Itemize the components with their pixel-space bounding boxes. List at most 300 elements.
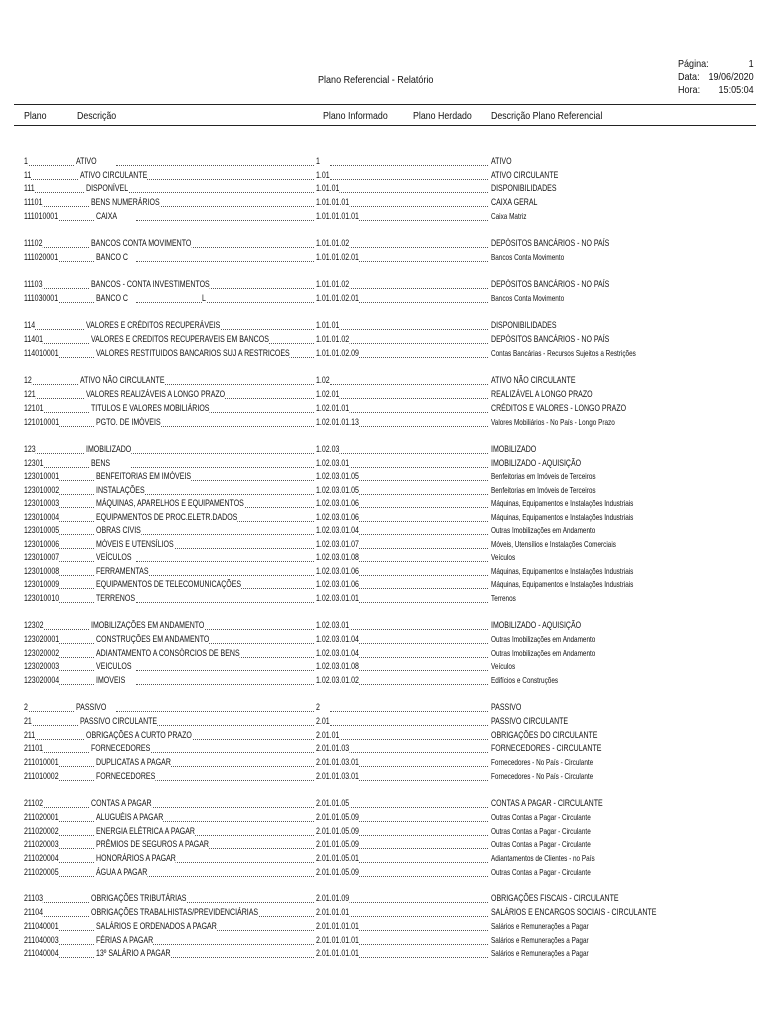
cell-plano: 12301 — [24, 458, 44, 468]
dot-leader — [136, 602, 314, 603]
cell-descricao: ATIVO — [76, 156, 97, 166]
cell-descricao-referencial: Outras Imobilizações em Andamento — [491, 526, 596, 535]
dot-leader — [330, 725, 488, 726]
cell-descricao-referencial: PASSIVO — [491, 702, 522, 712]
cell-plano-informado: 1.02.03.01.06 — [316, 512, 359, 522]
date-label: Data: — [678, 71, 700, 83]
header-top-rule — [14, 104, 756, 105]
page-number: 1 — [748, 58, 754, 70]
cell-plano: 123010006 — [24, 539, 60, 549]
cell-plano-informado: 1.02 — [316, 375, 330, 385]
cell-descricao: ATIVO NÃO CIRCULANTE — [80, 375, 165, 385]
cell-descricao-referencial: Contas Bancárias - Recursos Sujeitos a Restrições — [491, 349, 636, 358]
dot-leader — [136, 575, 314, 576]
cell-plano-informado: 2.01.01.01.01 — [316, 935, 359, 945]
cell-plano: 123010003 — [24, 498, 60, 508]
cell-plano-informado: 2.01.01.01 — [316, 907, 350, 917]
dot-leader — [136, 876, 314, 877]
cell-plano: 123 — [24, 444, 36, 454]
header-bottom-rule — [14, 125, 756, 126]
table-row — [0, 921, 768, 933]
date-value: 19/06/2020 — [708, 71, 754, 83]
dot-leader — [330, 165, 488, 166]
dot-leader — [330, 467, 488, 468]
cell-plano: 12 — [24, 375, 32, 385]
dot-leader — [330, 412, 488, 413]
cell-plano-informado: 2 — [316, 702, 320, 712]
table-row — [0, 512, 768, 524]
dot-leader — [136, 780, 314, 781]
time-value: 15:05:04 — [718, 84, 754, 96]
dot-leader — [131, 807, 314, 808]
cell-plano-informado: 2.01.01.03 — [316, 743, 350, 753]
cell-plano: 211020005 — [24, 867, 59, 877]
cell-plano: 21101 — [24, 743, 44, 753]
cell-plano: 111010001 — [24, 211, 59, 221]
cell-plano: 123010007 — [24, 552, 60, 562]
dot-leader — [136, 302, 314, 303]
dot-leader — [330, 453, 488, 454]
cell-plano-informado: 1.01.01.02.09 — [316, 348, 359, 358]
cell-plano-informado: 1.02.03.01.02 — [316, 675, 359, 685]
table-row — [0, 170, 768, 182]
table-row — [0, 935, 768, 947]
table-row — [0, 444, 768, 456]
cell-descricao-extra: L — [202, 293, 206, 303]
dot-leader — [26, 711, 74, 712]
cell-descricao: ALUGUÉIS A PAGAR — [96, 812, 164, 822]
table-row — [0, 211, 768, 223]
cell-descricao-referencial: Outras Contas a Pagar - Circulante — [491, 868, 591, 877]
dot-leader — [330, 343, 488, 344]
cell-descricao: ÁGUA A PAGAR — [96, 867, 148, 877]
cell-descricao: BANCOS - CONTA INVESTIMENTOS — [91, 279, 210, 289]
cell-plano: 123010001 — [24, 471, 60, 481]
dot-leader — [136, 220, 314, 221]
table-row — [0, 730, 768, 742]
table-row — [0, 539, 768, 551]
cell-plano: 123020003 — [24, 661, 60, 671]
table-row — [0, 417, 768, 429]
cell-descricao: IMOBILIZADO — [86, 444, 132, 454]
cell-descricao: EQUIPAMENTOS DE TELECOMUNICAÇÕES — [96, 579, 242, 589]
table-row — [0, 525, 768, 537]
cell-plano-informado: 2.01.01.09 — [316, 893, 350, 903]
cell-plano: 121010001 — [24, 417, 60, 427]
cell-descricao-referencial: DISPONIBILIDADES — [491, 183, 557, 193]
dot-leader — [136, 670, 314, 671]
dot-leader — [126, 453, 314, 454]
cell-plano: 21104 — [24, 907, 44, 917]
cell-plano: 11101 — [24, 197, 43, 207]
cell-descricao-referencial: Bancos Conta Movimento — [491, 294, 565, 303]
cell-descricao-referencial: REALIZÁVEL A LONGO PRAZO — [491, 389, 593, 399]
dot-leader — [131, 752, 314, 753]
dot-leader — [330, 739, 488, 740]
cell-descricao: VALORES E CRÉDITOS RECUPERÁVEIS — [86, 320, 221, 330]
col-header-descricao-referencial: Descrição Plano Referencial — [491, 110, 603, 122]
cell-descricao: MÓVEIS E UTENSÍLIOS — [96, 539, 174, 549]
table-row — [0, 839, 768, 851]
cell-descricao: VALORES RESTITUIDOS BANCARIOS SUJ A RESTRICOES — [96, 348, 290, 358]
dot-leader — [136, 534, 314, 535]
cell-descricao: BENS — [91, 458, 111, 468]
cell-descricao-referencial: Valores Mobiliários - No País - Longo Prazo — [491, 418, 615, 427]
cell-plano-informado: 1.02.01 — [316, 389, 340, 399]
cell-plano-informado: 2.01.01.05 — [316, 798, 350, 808]
report-meta — [678, 58, 754, 97]
cell-descricao: OBRIGAÇÕES TRIBUTÁRIAS — [91, 893, 187, 903]
col-header-descricao: Descrição — [77, 110, 117, 122]
cell-descricao: OBRIGAÇÕES TRABALHISTAS/PREVIDENCIÁRIAS — [91, 907, 259, 917]
cell-plano-informado: 1.01 — [316, 170, 330, 180]
cell-plano-informado: 2.01.01.05.09 — [316, 839, 359, 849]
dot-leader — [136, 426, 314, 427]
cell-descricao-referencial: CAIXA GERAL — [491, 197, 538, 207]
cell-descricao-referencial: ATIVO CIRCULANTE — [491, 170, 559, 180]
cell-plano-informado: 1.02.03.01.06 — [316, 579, 359, 589]
table-row — [0, 485, 768, 497]
cell-plano: 11 — [24, 170, 32, 180]
cell-descricao-referencial: CONTAS A PAGAR - CIRCULANTE — [491, 798, 603, 808]
dot-leader — [136, 261, 314, 262]
cell-plano: 123020004 — [24, 675, 60, 685]
cell-descricao: VALORES REALIZÁVEIS A LONGO PRAZO — [86, 389, 226, 399]
table-row — [0, 893, 768, 905]
dot-leader — [120, 179, 314, 180]
cell-plano-informado: 1.01.01.02 — [316, 279, 350, 289]
cell-descricao-referencial: DISPONIBILIDADES — [491, 320, 557, 330]
dot-leader — [330, 192, 488, 193]
dot-leader — [330, 902, 488, 903]
cell-plano: 123010004 — [24, 512, 60, 522]
cell-plano-informado: 2.01.01.03.01 — [316, 771, 359, 781]
dot-leader — [136, 944, 314, 945]
cell-descricao-referencial: Veículos — [491, 662, 516, 671]
cell-descricao: PASSIVO CIRCULANTE — [80, 716, 158, 726]
cell-plano-informado: 1.02.03.01.05 — [316, 471, 359, 481]
cell-descricao-referencial: Fornecedores - No País - Circulante — [491, 758, 594, 767]
table-row — [0, 634, 768, 646]
cell-plano-informado: 1.02.03.01.04 — [316, 648, 359, 658]
cell-descricao-referencial: Outras Contas a Pagar - Circulante — [491, 827, 591, 836]
cell-descricao-referencial: DEPÓSITOS BANCÁRIOS - NO PAÍS — [491, 279, 610, 289]
report-title: Plano Referencial - Relatório — [318, 74, 434, 86]
cell-descricao-referencial: DEPÓSITOS BANCÁRIOS - NO PAÍS — [491, 238, 610, 248]
table-row — [0, 389, 768, 401]
cell-descricao: PASSIVO — [76, 702, 107, 712]
cell-plano-informado: 1.02.03.01 — [316, 620, 350, 630]
cell-descricao: CONSTRUÇÕES EM ANDAMENTO — [96, 634, 210, 644]
cell-plano-informado: 1.02.03 — [316, 444, 340, 454]
cell-descricao-referencial: Edifícios e Construções — [491, 676, 559, 685]
cell-plano-informado: 1.02.03.01.08 — [316, 661, 359, 671]
cell-descricao-referencial: OBRIGAÇÕES FISCAIS - CIRCULANTE — [491, 893, 619, 903]
cell-descricao-referencial: Salários e Remunerações a Pagar — [491, 949, 589, 958]
table-row — [0, 593, 768, 605]
table-row — [0, 853, 768, 865]
cell-descricao-referencial: FORNECEDORES - CIRCULANTE — [491, 743, 602, 753]
cell-descricao-referencial: Salários e Remunerações a Pagar — [491, 936, 589, 945]
col-header-plano-herdado: Plano Herdado — [413, 110, 472, 122]
cell-plano: 211 — [24, 730, 36, 740]
cell-descricao: FORNECEDORES — [91, 743, 151, 753]
table-row — [0, 771, 768, 783]
cell-descricao-referencial: Terrenos — [491, 594, 516, 603]
cell-plano-informado: 1.02.03.01.04 — [316, 634, 359, 644]
cell-descricao: IMOBILIZAÇÕES EM ANDAMENTO — [91, 620, 205, 630]
cell-plano: 21102 — [24, 798, 44, 808]
cell-plano: 211020004 — [24, 853, 59, 863]
cell-plano-informado: 1.01.01 — [316, 320, 340, 330]
cell-plano: 11102 — [24, 238, 43, 248]
cell-plano: 211020001 — [24, 812, 59, 822]
cell-plano-informado: 1.01.01.01 — [316, 197, 350, 207]
cell-plano: 211020002 — [24, 826, 59, 836]
cell-plano-informado: 2.01.01 — [316, 730, 340, 740]
cell-descricao-referencial: Veículos — [491, 553, 516, 562]
cell-plano-informado: 1.02.03.01.07 — [316, 539, 359, 549]
cell-descricao: INSTALAÇÕES — [96, 485, 145, 495]
table-row — [0, 798, 768, 810]
cell-plano: 211040001 — [24, 921, 59, 931]
cell-plano-informado: 1 — [316, 156, 320, 166]
table-row — [0, 716, 768, 728]
cell-plano-informado: 1.01.01.01.01 — [316, 211, 359, 221]
dot-leader — [330, 247, 488, 248]
cell-plano-informado: 1.02.03.01.06 — [316, 566, 359, 576]
table-row — [0, 403, 768, 415]
table-row — [0, 566, 768, 578]
table-row — [0, 156, 768, 168]
cell-descricao: FERRAMENTAS — [96, 566, 149, 576]
table-row — [0, 661, 768, 673]
dot-leader — [26, 725, 78, 726]
table-row — [0, 757, 768, 769]
cell-descricao: VEICULOS — [96, 661, 132, 671]
cell-plano: 11401 — [24, 334, 44, 344]
cell-descricao: 13º SALÁRIO A PAGAR — [96, 948, 171, 958]
table-row — [0, 675, 768, 687]
dot-leader — [330, 711, 488, 712]
cell-plano-informado: 1.02.01.01 — [316, 403, 350, 413]
cell-descricao: TITULOS E VALORES MOBILIÁRIOS — [91, 403, 210, 413]
cell-plano: 11103 — [24, 279, 43, 289]
cell-descricao: IMOVEIS — [96, 675, 126, 685]
cell-plano-informado: 1.01.01 — [316, 183, 340, 193]
cell-plano-informado: 1.02.03.01.05 — [316, 485, 359, 495]
cell-descricao-referencial: PASSIVO CIRCULANTE — [491, 716, 569, 726]
dot-leader — [330, 916, 488, 917]
cell-plano-informado: 1.02.01.01.13 — [316, 417, 359, 427]
cell-descricao-referencial: Outras Imobilizações em Andamento — [491, 635, 596, 644]
cell-descricao-referencial: Benfeitorias em Imóveis de Terceiros — [491, 486, 596, 495]
table-row — [0, 498, 768, 510]
dot-leader — [330, 329, 488, 330]
cell-plano: 123010002 — [24, 485, 60, 495]
cell-plano-informado: 1.01.01.02.01 — [316, 293, 359, 303]
cell-descricao: BANCO C — [96, 252, 128, 262]
table-row — [0, 702, 768, 714]
table-row — [0, 238, 768, 250]
dot-leader — [26, 179, 78, 180]
cell-plano-informado: 1.01.01.02 — [316, 238, 350, 248]
cell-plano-informado: 2.01.01.05.09 — [316, 826, 359, 836]
cell-plano: 211040004 — [24, 948, 59, 958]
dot-leader — [330, 752, 488, 753]
cell-descricao: HONORÁRIOS A PAGAR — [96, 853, 176, 863]
table-row — [0, 293, 768, 305]
table-row — [0, 375, 768, 387]
dot-leader — [330, 384, 488, 385]
cell-plano: 111 — [24, 183, 35, 193]
cell-plano: 123020001 — [24, 634, 60, 644]
cell-descricao-referencial: Salários e Remunerações a Pagar — [491, 922, 589, 931]
cell-descricao-referencial: Móveis, Utensílios e Instalações Comerciais — [491, 540, 616, 549]
cell-plano: 111030001 — [24, 293, 59, 303]
cell-descricao: VALORES E CREDITOS RECUPERAVEIS EM BANCOS — [91, 334, 269, 344]
dot-leader — [136, 561, 314, 562]
cell-descricao-referencial: Máquinas, Equipamentos e Instalações Industriais — [491, 499, 634, 508]
cell-descricao-referencial: IMOBILIZADO - AQUISIÇÃO — [491, 458, 582, 468]
cell-plano-informado: 1.02.03.01.08 — [316, 552, 359, 562]
cell-descricao-referencial: Outras Contas a Pagar - Circulante — [491, 840, 591, 849]
cell-descricao: ADIANTAMENTO A CONSÓRCIOS DE BENS — [96, 648, 240, 658]
cell-plano: 123010010 — [24, 593, 60, 603]
cell-plano-informado: 1.02.03.01 — [316, 458, 350, 468]
dot-leader — [330, 807, 488, 808]
cell-plano: 12101 — [24, 403, 44, 413]
table-row — [0, 579, 768, 591]
cell-plano-informado: 2.01 — [316, 716, 330, 726]
cell-descricao-referencial: Outras Imobilizações em Andamento — [491, 649, 596, 658]
col-header-plano-informado: Plano Informado — [323, 110, 388, 122]
cell-descricao: CAIXA — [96, 211, 118, 221]
table-row — [0, 279, 768, 291]
cell-descricao-referencial: ATIVO — [491, 156, 512, 166]
col-header-plano: Plano — [24, 110, 47, 122]
table-row — [0, 348, 768, 360]
dot-leader — [26, 165, 74, 166]
cell-descricao: OBRAS CIVIS — [96, 525, 141, 535]
cell-descricao-referencial: DEPÓSITOS BANCÁRIOS - NO PAÍS — [491, 334, 610, 344]
cell-plano: 21103 — [24, 893, 44, 903]
table-row — [0, 948, 768, 960]
cell-plano-informado: 2.01.01.03.01 — [316, 757, 359, 767]
cell-plano: 123010005 — [24, 525, 60, 535]
cell-plano: 211010002 — [24, 771, 59, 781]
cell-descricao-referencial: Bancos Conta Movimento — [491, 253, 565, 262]
dot-leader — [136, 684, 314, 685]
cell-descricao-referencial: Adiantamentos de Clientes - no País — [491, 854, 595, 863]
table-row — [0, 620, 768, 632]
cell-plano: 114 — [24, 320, 36, 330]
cell-descricao-referencial: CRÉDITOS E VALORES - LONGO PRAZO — [491, 403, 627, 413]
dot-leader — [116, 711, 314, 712]
cell-descricao-referencial: IMOBILIZADO — [491, 444, 537, 454]
table-row — [0, 648, 768, 660]
dot-leader — [330, 288, 488, 289]
cell-plano: 2 — [24, 702, 28, 712]
cell-descricao-referencial: Caixa Matriz — [491, 212, 527, 221]
cell-descricao: BANCO C — [96, 293, 128, 303]
cell-plano-informado: 2.01.01.01.01 — [316, 921, 359, 931]
cell-plano: 123010008 — [24, 566, 60, 576]
cell-descricao-referencial: Máquinas, Equipamentos e Instalações Industriais — [491, 580, 634, 589]
table-row — [0, 867, 768, 879]
cell-descricao-referencial: Outras Contas a Pagar - Circulante — [491, 813, 591, 822]
time-label: Hora: — [678, 84, 701, 96]
dot-leader — [330, 629, 488, 630]
cell-plano: 111020001 — [24, 252, 59, 262]
cell-descricao-referencial: Máquinas, Equipamentos e Instalações Industriais — [491, 513, 634, 522]
cell-plano: 211020003 — [24, 839, 59, 849]
cell-descricao-referencial: Fornecedores - No País - Circulante — [491, 772, 594, 781]
table-row — [0, 471, 768, 483]
cell-plano: 12302 — [24, 620, 44, 630]
table-row — [0, 320, 768, 332]
cell-descricao: FÉRIAS A PAGAR — [96, 935, 154, 945]
cell-descricao: TERRENOS — [96, 593, 136, 603]
cell-descricao: SALÁRIOS E ORDENADOS A PAGAR — [96, 921, 217, 931]
page-label: Página: — [678, 58, 709, 70]
cell-descricao-referencial: Benfeitorias em Imóveis de Terceiros — [491, 472, 596, 481]
cell-plano-informado: 1.01.01.02.01 — [316, 252, 359, 262]
cell-descricao: VEÍCULOS — [96, 552, 132, 562]
table-row — [0, 334, 768, 346]
cell-plano: 114010001 — [24, 348, 59, 358]
dot-leader — [26, 192, 84, 193]
cell-plano: 123020002 — [24, 648, 60, 658]
cell-plano: 121 — [24, 389, 36, 399]
cell-plano: 211010001 — [24, 757, 59, 767]
dot-leader — [330, 398, 488, 399]
cell-descricao: CONTAS A PAGAR — [91, 798, 152, 808]
cell-plano: 1 — [24, 156, 28, 166]
dot-leader — [116, 165, 314, 166]
dot-leader — [330, 179, 488, 180]
dot-leader — [26, 384, 78, 385]
cell-plano-informado: 1.02.03.01.01 — [316, 593, 359, 603]
cell-descricao: BANCOS CONTA MOVIMENTO — [91, 238, 192, 248]
cell-descricao: DUPLICATAS A PAGAR — [96, 757, 171, 767]
cell-plano: 211040003 — [24, 935, 59, 945]
cell-descricao: MÁQUINAS, APARELHOS E EQUIPAMENTOS — [96, 498, 244, 508]
cell-plano-informado: 2.01.01.05.01 — [316, 853, 359, 863]
cell-descricao-referencial: SALÁRIOS E ENCARGOS SOCIAIS - CIRCULANTE — [491, 907, 657, 917]
cell-plano-informado: 2.01.01.05.09 — [316, 867, 359, 877]
table-row — [0, 812, 768, 824]
cell-plano-informado: 1.02.03.01.06 — [316, 498, 359, 508]
dot-leader — [126, 192, 314, 193]
cell-descricao: BENFEITORIAS EM IMÓVEIS — [96, 471, 192, 481]
cell-descricao-referencial: ATIVO NÃO CIRCULANTE — [491, 375, 576, 385]
cell-plano-informado: 1.01.01.02 — [316, 334, 350, 344]
cell-descricao: DISPONÍVEL — [86, 183, 129, 193]
cell-descricao: BENS NUMERÁRIOS — [91, 197, 160, 207]
dot-leader — [330, 206, 488, 207]
table-row — [0, 183, 768, 195]
cell-descricao: PRÊMIOS DE SEGUROS A PAGAR — [96, 839, 210, 849]
table-row — [0, 907, 768, 919]
cell-descricao: EQUIPAMENTOS DE PROC.ELETR.DADOS — [96, 512, 238, 522]
cell-descricao: FORNECEDORES — [96, 771, 156, 781]
cell-plano: 21 — [24, 716, 32, 726]
dot-leader — [136, 494, 314, 495]
cell-descricao: PGTO. DE IMÓVEIS — [96, 417, 161, 427]
dot-leader — [131, 467, 314, 468]
table-row — [0, 743, 768, 755]
